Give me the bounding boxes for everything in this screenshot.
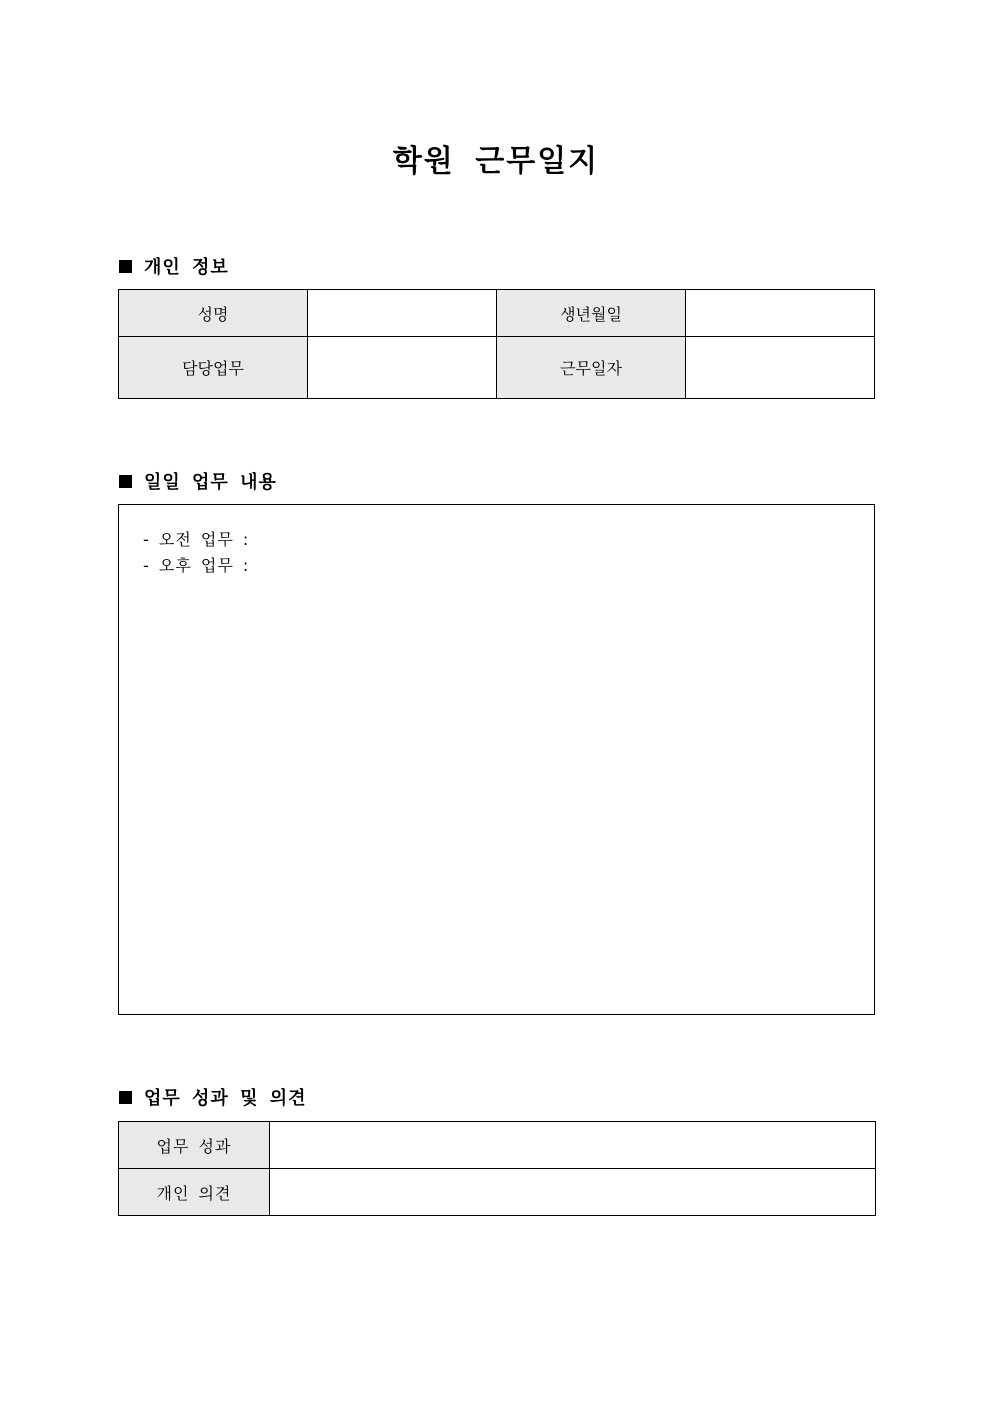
name-label: 성명 [119,290,308,337]
name-field[interactable] [308,290,497,337]
opinion-field[interactable] [270,1169,876,1216]
table-row [119,290,875,337]
table-row [119,1169,876,1216]
workdate-field[interactable] [686,337,875,399]
performance-heading-text: 업무 성과 및 의견 [144,1088,307,1109]
result-field[interactable] [270,1122,876,1169]
afternoon-task-line: - 오후 업무 : [143,556,250,575]
daily-tasks-heading [119,468,277,494]
morning-task-line: - 오전 업무 : [143,530,250,549]
workdate-label: 근무일자 [497,337,686,399]
duty-field[interactable] [308,337,497,399]
performance-heading [119,1084,307,1110]
daily-tasks-box[interactable] [118,504,875,1015]
duty-label: 담당업무 [119,337,308,399]
square-bullet-icon [119,1091,132,1104]
table-row [119,337,875,399]
opinion-label: 개인 의견 [119,1169,270,1216]
square-bullet-icon [119,260,132,273]
square-bullet-icon [119,475,132,488]
personal-info-heading [119,253,229,279]
daily-tasks-heading-text: 일일 업무 내용 [144,472,277,493]
birthdate-field[interactable] [686,290,875,337]
performance-table [118,1121,876,1216]
birthdate-label: 생년월일 [497,290,686,337]
personal-info-table [118,289,875,399]
page-title: 학원 근무일지 [392,144,600,179]
result-label: 업무 성과 [119,1122,270,1169]
personal-info-heading-text: 개인 정보 [144,257,229,278]
table-row [119,1122,876,1169]
